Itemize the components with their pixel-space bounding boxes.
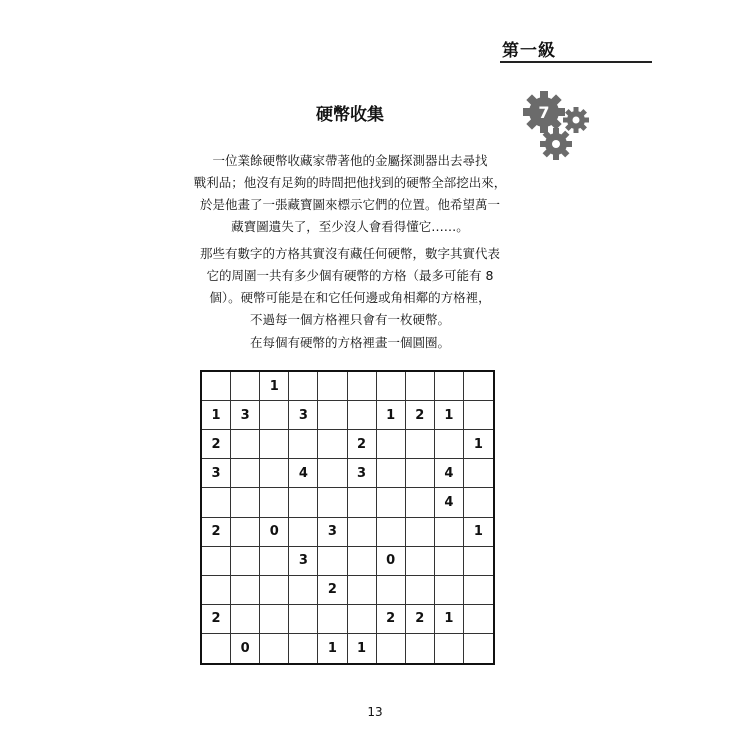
grid-cell[interactable]	[406, 372, 435, 401]
grid-cell[interactable]	[464, 576, 493, 605]
grid-cell[interactable]: 0	[260, 518, 289, 547]
grid-cell[interactable]	[231, 518, 260, 547]
grid-cell[interactable]	[377, 634, 406, 663]
rules-paragraph	[130, 243, 570, 331]
grid-cell[interactable]	[435, 372, 464, 401]
grid-cell[interactable]	[202, 488, 231, 517]
grid-cell[interactable]: 1	[260, 372, 289, 401]
grid-cell[interactable]: 4	[435, 488, 464, 517]
grid-cell[interactable]: 3	[289, 401, 318, 430]
grid-cell[interactable]: 3	[202, 459, 231, 488]
level-heading: 第一級	[502, 41, 556, 61]
grid-cell[interactable]: 1	[435, 401, 464, 430]
grid-cell[interactable]	[289, 488, 318, 517]
text-line: 藏寶圖遺失了，至少沒人會看得懂它……。	[231, 219, 469, 234]
grid-cell[interactable]	[435, 576, 464, 605]
grid-cell[interactable]: 2	[202, 605, 231, 634]
instruction-paragraph	[130, 332, 570, 354]
grid-cell[interactable]: 2	[406, 605, 435, 634]
text-line: 個）。硬幣可能是在和它任何邊或角相鄰的方格裡，	[209, 290, 491, 305]
grid-cell[interactable]	[377, 488, 406, 517]
grid-cell[interactable]	[348, 372, 377, 401]
grid-cell[interactable]	[348, 518, 377, 547]
grid-cell[interactable]	[260, 430, 289, 459]
grid-cell[interactable]	[406, 634, 435, 663]
grid-cell[interactable]	[231, 459, 260, 488]
grid-cell[interactable]	[318, 605, 347, 634]
text-line: 那些有數字的方格其實沒有藏任何硬幣，數字其實代表	[199, 246, 500, 261]
text-line: 一位業餘硬幣收藏家帶著他的金屬探測器出去尋找	[212, 153, 488, 168]
grid-cell[interactable]	[406, 576, 435, 605]
grid-cell[interactable]	[348, 605, 377, 634]
grid-cell[interactable]	[377, 518, 406, 547]
grid-cell[interactable]	[289, 518, 318, 547]
grid-cell[interactable]: 1	[318, 634, 347, 663]
grid-cell[interactable]	[318, 488, 347, 517]
grid-cell[interactable]: 1	[348, 634, 377, 663]
grid-cell[interactable]	[435, 634, 464, 663]
grid-cell[interactable]	[260, 547, 289, 576]
grid-cell[interactable]	[464, 634, 493, 663]
grid-cell[interactable]	[406, 547, 435, 576]
grid-cell[interactable]	[377, 576, 406, 605]
grid-cell[interactable]	[464, 547, 493, 576]
text-line: 在每個有硬幣的方格裡畫一個圓圈。	[249, 335, 450, 350]
grid-cell[interactable]	[202, 372, 231, 401]
grid-cell[interactable]: 2	[202, 430, 231, 459]
badge-number: 7	[538, 103, 550, 122]
grid-cell[interactable]: 2	[318, 576, 347, 605]
grid-cell[interactable]	[348, 547, 377, 576]
grid-cell[interactable]: 4	[289, 459, 318, 488]
grid-cell[interactable]	[231, 605, 260, 634]
grid-cell[interactable]: 2	[377, 605, 406, 634]
grid-cell[interactable]	[260, 605, 289, 634]
grid-cell[interactable]	[435, 430, 464, 459]
text-line: 於是他畫了一張藏寶圖來標示它們的位置。他希望萬一	[199, 197, 500, 212]
grid-cell[interactable]: 4	[435, 459, 464, 488]
grid-cell[interactable]	[318, 430, 347, 459]
grid-cell[interactable]	[406, 488, 435, 517]
grid-cell[interactable]	[406, 518, 435, 547]
page-number: 13	[367, 705, 383, 719]
grid-cell[interactable]	[260, 459, 289, 488]
grid-cell[interactable]	[289, 576, 318, 605]
grid-cell[interactable]	[318, 459, 347, 488]
grid-cell[interactable]	[202, 547, 231, 576]
grid-cell[interactable]	[289, 634, 318, 663]
puzzle-title: 硬幣收集	[316, 105, 384, 125]
grid-cell[interactable]: 1	[377, 401, 406, 430]
grid-cell[interactable]	[435, 547, 464, 576]
grid-cell[interactable]	[348, 576, 377, 605]
grid-cell[interactable]: 2	[406, 401, 435, 430]
text-line: 它的周圍一共有多少個有硬幣的方格（最多可能有 8	[206, 268, 494, 283]
grid-cell[interactable]	[406, 430, 435, 459]
grid-cell[interactable]	[231, 488, 260, 517]
grid-cell[interactable]	[260, 634, 289, 663]
grid-cell[interactable]	[348, 488, 377, 517]
text-line: 不過每一個方格裡只會有一枚硬幣。	[249, 312, 450, 327]
grid-cell[interactable]: 3	[348, 459, 377, 488]
grid-cell[interactable]: 3	[289, 547, 318, 576]
grid-cell[interactable]: 1	[464, 518, 493, 547]
grid-cell[interactable]: 2	[348, 430, 377, 459]
grid-cell[interactable]	[231, 576, 260, 605]
puzzle-grid	[200, 370, 495, 665]
grid-cell[interactable]: 1	[202, 401, 231, 430]
grid-cell[interactable]	[318, 547, 347, 576]
text-line: 戰利品；他沒有足夠的時間把他找到的硬幣全部挖出來，	[193, 175, 507, 190]
grid-cell[interactable]	[289, 605, 318, 634]
grid-cell[interactable]: 1	[464, 430, 493, 459]
grid-cell[interactable]	[260, 401, 289, 430]
grid-cell[interactable]	[260, 488, 289, 517]
grid-cell[interactable]	[318, 372, 347, 401]
grid-cell[interactable]	[464, 401, 493, 430]
grid-cell[interactable]	[348, 401, 377, 430]
grid-cell[interactable]	[231, 430, 260, 459]
grid-cell[interactable]	[318, 401, 347, 430]
grid-cell[interactable]	[231, 547, 260, 576]
grid-cell[interactable]	[260, 576, 289, 605]
grid-cell[interactable]	[464, 459, 493, 488]
grid-cell[interactable]: 3	[231, 401, 260, 430]
intro-paragraph	[130, 150, 570, 238]
grid-cell[interactable]	[377, 430, 406, 459]
grid-cell[interactable]	[231, 372, 260, 401]
grid-cell[interactable]: 2	[202, 518, 231, 547]
grid-cell[interactable]: 0	[377, 547, 406, 576]
grid-cell[interactable]	[202, 634, 231, 663]
grid-cell[interactable]	[289, 372, 318, 401]
grid-cell[interactable]	[464, 488, 493, 517]
grid-cell[interactable]	[202, 576, 231, 605]
grid-cell[interactable]	[406, 459, 435, 488]
grid-cell[interactable]: 1	[435, 605, 464, 634]
grid-cell[interactable]	[464, 372, 493, 401]
grid-cell[interactable]: 0	[231, 634, 260, 663]
grid-cell[interactable]	[377, 459, 406, 488]
grid-cell[interactable]	[435, 518, 464, 547]
grid-cell[interactable]	[464, 605, 493, 634]
level-divider	[500, 61, 652, 63]
grid-cell[interactable]: 3	[318, 518, 347, 547]
grid-cell[interactable]	[289, 430, 318, 459]
grid-cell[interactable]	[377, 372, 406, 401]
